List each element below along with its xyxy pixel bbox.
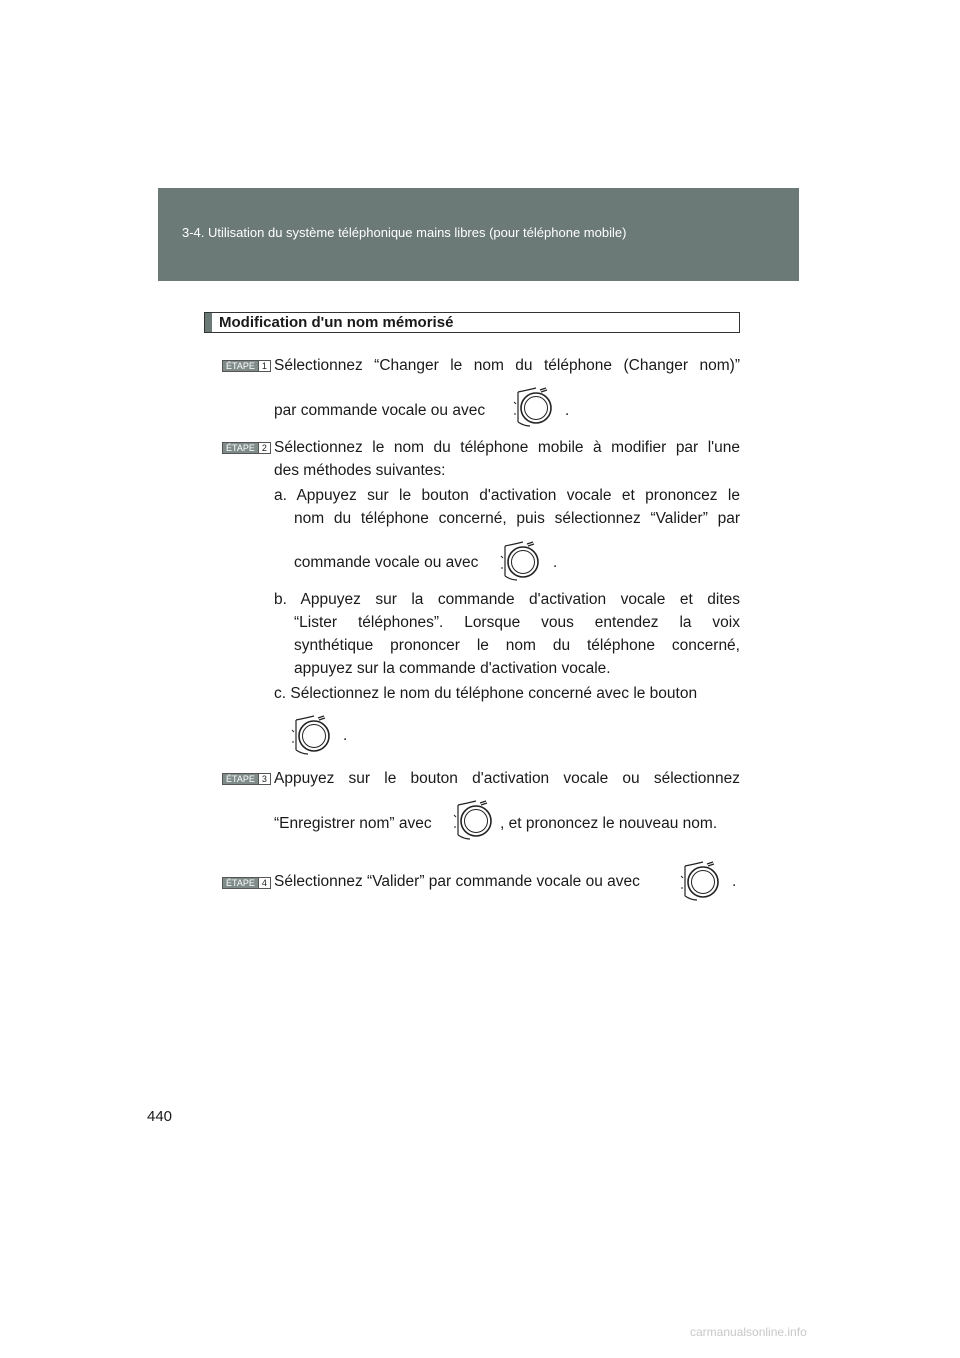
substep-c-line-2: . xyxy=(343,727,348,744)
substep-a-line-1: a. Appuyez sur le bouton d'activation vocale et prononcez le xyxy=(274,487,740,504)
chapter-title: 3-4. Utilisation du système téléphonique mains libres (pour téléphone mobile) xyxy=(182,225,627,240)
step-badge-1 xyxy=(222,360,271,372)
step-1-line-3: . xyxy=(565,402,570,419)
step-label: ÉTAPE xyxy=(223,774,258,784)
step-badge-4 xyxy=(222,877,271,889)
step-number: 2 xyxy=(258,443,270,453)
step-label: ÉTAPE xyxy=(223,878,258,888)
step-2-line-2: des méthodes suivantes: xyxy=(274,462,446,479)
step-label: ÉTAPE xyxy=(223,443,258,453)
substep-b-line-2: “Lister téléphones”. Lorsque vous entendez la voix xyxy=(294,614,740,631)
tune-knob-icon xyxy=(510,384,554,428)
substep-a-line-4: . xyxy=(553,554,558,571)
step-1-line-1: Sélectionnez “Changer le nom du téléphone (Changer nom)” xyxy=(274,357,740,374)
tune-knob-icon xyxy=(677,858,721,902)
step-3-line-2: “Enregistrer nom” avec xyxy=(274,815,432,832)
section-heading xyxy=(204,312,740,333)
substep-c-line-1: c. Sélectionnez le nom du téléphone concerné avec le bouton xyxy=(274,685,698,702)
substep-b-line-4: appuyez sur la commande d'activation vocale. xyxy=(294,660,611,677)
substep-b-line-1: b. Appuyez sur la commande d'activation vocale et dites xyxy=(274,591,740,608)
chapter-header xyxy=(158,188,799,281)
watermark: carmanualsonline.info xyxy=(690,1325,807,1339)
step-number: 1 xyxy=(258,361,270,371)
page-number: 440 xyxy=(147,1108,173,1125)
step-1-line-2: par commande vocale ou avec xyxy=(274,402,486,419)
step-number: 4 xyxy=(258,878,270,888)
substep-a-line-2: nom du téléphone concerné, puis sélectionnez “Valider” par xyxy=(294,510,740,527)
step-4-line-1: Sélectionnez “Valider” par commande vocale ou avec xyxy=(274,873,640,890)
section-title: Modification d'un nom mémorisé xyxy=(219,314,454,331)
substep-b-line-3: synthétique prononcer le nom du téléphone concerné, xyxy=(294,637,740,654)
step-3-line-3: , et prononcez le nouveau nom. xyxy=(500,815,718,832)
step-3-line-1: Appuyez sur le bouton d'activation vocale ou sélectionnez xyxy=(274,770,740,787)
tune-knob-icon xyxy=(288,712,332,756)
step-badge-3 xyxy=(222,773,271,785)
tune-knob-icon xyxy=(497,538,541,582)
step-2-line-1: Sélectionnez le nom du téléphone mobile à modifier par l'une xyxy=(274,439,740,456)
step-badge-2 xyxy=(222,442,271,454)
section-bar xyxy=(205,313,212,332)
step-label: ÉTAPE xyxy=(223,361,258,371)
substep-a-line-3: commande vocale ou avec xyxy=(294,554,479,571)
step-number: 3 xyxy=(258,774,270,784)
step-4-line-2: . xyxy=(732,873,737,890)
tune-knob-icon xyxy=(450,797,494,841)
